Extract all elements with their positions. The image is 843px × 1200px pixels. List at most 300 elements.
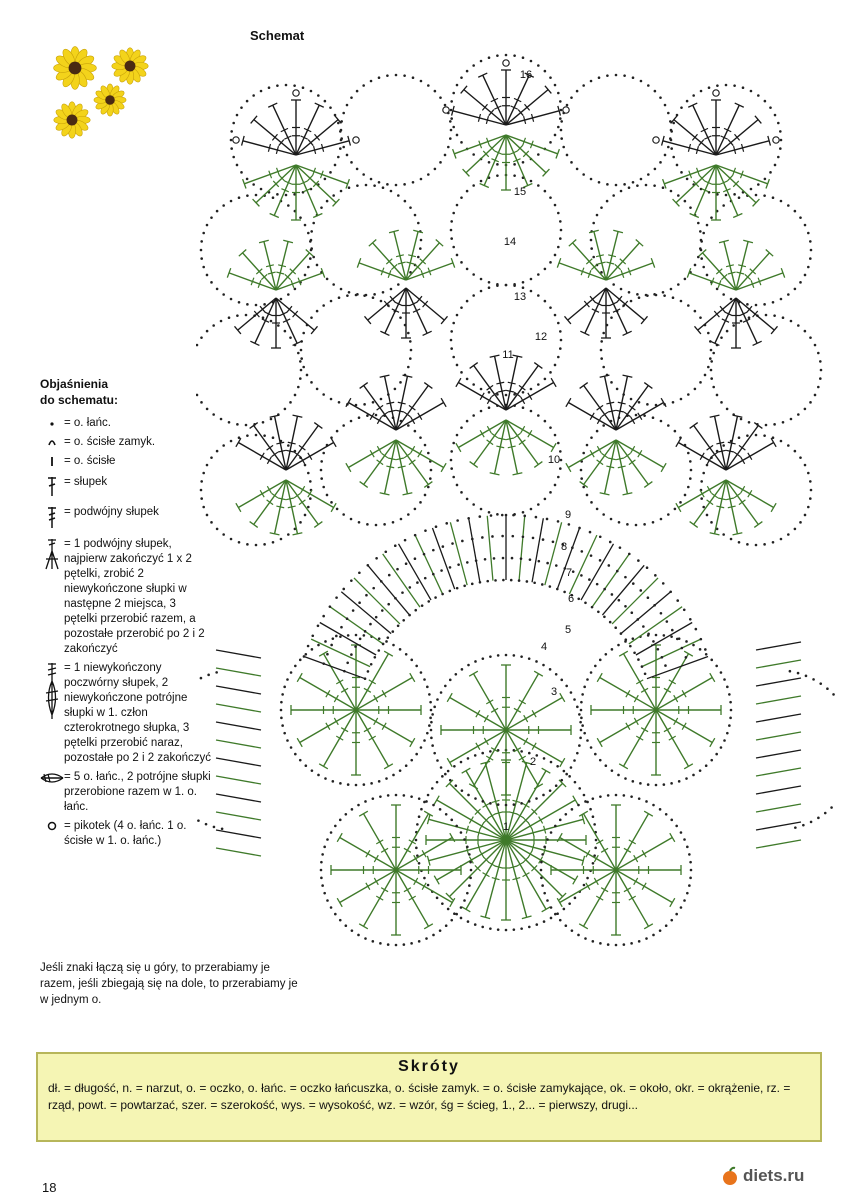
stitch-bar	[369, 680, 376, 684]
chain-dot	[755, 434, 758, 437]
chain-dot	[687, 304, 690, 307]
chain-dot	[479, 581, 482, 584]
stitch-top	[236, 503, 241, 512]
chain-dot	[210, 281, 213, 284]
chain-dot	[236, 114, 239, 117]
chain-dot	[395, 944, 398, 947]
chain-dot	[418, 797, 421, 800]
chain-dot	[560, 779, 563, 782]
chain-dot	[399, 316, 402, 319]
chain-dot	[474, 660, 477, 663]
chain-dot	[407, 513, 410, 516]
row-number-label: 2	[529, 756, 537, 768]
stitch-bar	[601, 848, 608, 852]
chain-dot	[612, 194, 615, 197]
chain-dot	[481, 926, 484, 929]
chain-dot	[388, 574, 391, 577]
stitch-top	[566, 463, 571, 472]
chain-dot	[755, 194, 758, 197]
chain-dot	[200, 249, 203, 252]
chain-dot	[620, 632, 623, 635]
chain-dot	[676, 599, 679, 602]
chain-dot	[819, 682, 822, 685]
chain-dot	[207, 674, 210, 677]
chain-dot	[414, 609, 417, 612]
chain-dot	[372, 587, 375, 590]
chain-dot	[324, 777, 327, 780]
chain-dot	[549, 426, 552, 429]
chain-dot	[615, 184, 618, 187]
chain-dot	[472, 503, 475, 506]
chain-dot	[700, 90, 703, 93]
chain-dot	[352, 609, 355, 612]
chain-dot	[624, 605, 627, 608]
chain-dot	[702, 472, 705, 475]
stitch-bar	[271, 452, 277, 457]
chain-dot	[424, 577, 427, 580]
flower-center	[105, 95, 115, 105]
chain-dot	[490, 514, 493, 517]
chain-dot	[804, 330, 807, 333]
chain-dot	[460, 371, 463, 374]
chain-dot	[570, 766, 573, 769]
chain-dot	[710, 377, 713, 380]
chain-dot	[399, 769, 402, 772]
chain-dot	[320, 477, 323, 480]
stitch-top	[346, 398, 351, 407]
chain-dot	[544, 190, 547, 193]
stitch-bar	[528, 851, 532, 858]
row-number-label: 11	[502, 349, 514, 361]
chain-dot	[332, 283, 335, 286]
chain-dot	[445, 522, 448, 525]
row-number-label: 14	[503, 236, 517, 248]
chain-dot	[496, 174, 499, 177]
chain-dot	[543, 892, 546, 895]
stitch-top	[434, 876, 439, 885]
chain-dot	[647, 84, 650, 87]
chain-dot	[316, 388, 319, 391]
chain-dot	[639, 589, 642, 592]
chain-dot	[819, 377, 822, 380]
chain-dot	[774, 164, 777, 167]
chain-dot	[429, 717, 432, 720]
row-number-label: 3	[550, 686, 558, 698]
chain-dot	[557, 126, 560, 129]
chain-dot	[799, 521, 802, 524]
chain-dot	[777, 122, 780, 125]
chain-dot	[434, 90, 437, 93]
chain-dot	[468, 853, 471, 856]
stitch-top	[566, 398, 571, 407]
chain-dot	[300, 357, 303, 360]
chain-dot	[746, 543, 749, 546]
chain-dot	[672, 122, 675, 125]
chain-dot	[230, 147, 233, 150]
chain-dot	[460, 917, 463, 920]
chain-dot	[471, 583, 474, 586]
chain-dot	[481, 536, 484, 539]
chain-dot	[252, 94, 255, 97]
chain-dot	[332, 194, 335, 197]
picot	[233, 137, 239, 143]
chain-dot	[238, 196, 241, 199]
chain-dot	[609, 541, 612, 544]
chain-dot	[380, 300, 383, 303]
chain-dot	[439, 808, 442, 811]
chain-dot	[632, 637, 635, 640]
chain-dot	[320, 869, 323, 872]
chain-dot	[299, 377, 302, 380]
stitch-top	[441, 398, 446, 407]
stitch-bar	[487, 440, 493, 445]
chain-dot	[807, 472, 810, 475]
wing-stitch	[756, 822, 801, 830]
chain-dot	[324, 640, 327, 643]
stitch-bar	[506, 390, 514, 392]
row-number-label: 9	[564, 509, 572, 521]
chain-dot	[260, 90, 263, 93]
chain-dot	[330, 300, 333, 303]
chain-dot	[594, 665, 597, 668]
band-stitch	[487, 516, 493, 581]
chain-dot	[623, 943, 626, 946]
chain-dot	[486, 580, 489, 583]
chain-dot	[395, 74, 398, 77]
chain-dot	[707, 366, 710, 369]
chain-dot	[630, 942, 633, 945]
chain-dot	[410, 659, 413, 662]
chain-dot	[557, 356, 560, 359]
chain-dot	[304, 514, 307, 517]
chain-dot	[294, 394, 297, 397]
round-motif	[441, 665, 571, 795]
chain-dot	[542, 538, 545, 541]
chain-dot	[615, 74, 618, 77]
chain-dot	[375, 524, 378, 527]
stitch-top	[314, 423, 322, 429]
chain-dot	[581, 724, 584, 727]
chain-dot	[420, 178, 423, 181]
chain-dot	[522, 391, 525, 394]
chain-dot	[559, 819, 562, 822]
stitch-bar	[641, 728, 648, 732]
stitch-bar	[414, 878, 418, 885]
chain-dot	[410, 349, 413, 352]
stitch-top	[434, 796, 439, 805]
chain-dot	[599, 942, 602, 945]
chain-dot	[755, 304, 758, 307]
chain-dot	[290, 746, 293, 749]
round-motif	[331, 805, 461, 935]
chain-dot	[321, 853, 324, 856]
chain-dot	[586, 877, 589, 880]
chain-dot	[342, 112, 345, 115]
chain-dot	[588, 578, 591, 581]
chain-dot	[456, 84, 459, 87]
wing-stitch	[216, 812, 261, 820]
chain-dot	[615, 794, 618, 797]
flower-motif-lower	[346, 375, 446, 430]
chain-dot	[423, 739, 426, 742]
chain-dot	[452, 356, 455, 359]
chain-dot	[667, 112, 670, 115]
stitch-bar	[299, 500, 305, 505]
chain-dot	[662, 186, 665, 189]
chain-dot	[573, 759, 576, 762]
stitch-top	[410, 673, 415, 682]
chain-dot	[414, 214, 417, 217]
chain-dot	[804, 464, 807, 467]
chain-dot	[755, 544, 758, 547]
stitch-bar	[634, 855, 638, 862]
chain-dot	[596, 430, 599, 433]
chain-dot	[623, 183, 626, 186]
chain-dot	[496, 284, 499, 287]
chain-arc	[320, 414, 433, 527]
chain-dot	[605, 764, 608, 767]
chain-dot	[663, 294, 666, 297]
chain-dot	[606, 74, 609, 77]
chain-dot	[380, 398, 383, 401]
stitch-bar	[508, 382, 516, 384]
chain-dot	[324, 100, 327, 103]
chain-arc	[710, 314, 823, 427]
chain-dot	[810, 489, 813, 492]
chain-dot	[460, 426, 463, 429]
chain-dot	[272, 196, 275, 199]
chain-dot	[220, 418, 223, 421]
chain-dot	[416, 581, 419, 584]
chain-dot	[294, 665, 297, 668]
chain-dot	[302, 332, 305, 335]
wing-stitch	[756, 642, 801, 650]
chain-dot	[423, 877, 426, 880]
chain-dot	[540, 877, 543, 880]
chain-dot	[488, 281, 491, 284]
chain-dot	[646, 403, 649, 406]
chain-dot	[330, 644, 333, 647]
chain-dot	[773, 423, 776, 426]
chain-dot	[311, 769, 314, 772]
chain-dot	[728, 693, 731, 696]
chain-dot	[578, 527, 581, 530]
chain-dot	[574, 897, 577, 900]
chain-dot	[397, 194, 400, 197]
chain-dot	[335, 635, 338, 638]
chain-dot	[652, 934, 655, 937]
stitch-bar	[288, 506, 296, 508]
chain-dot	[763, 194, 766, 197]
stitch-bar	[519, 700, 526, 704]
chain-dot	[364, 937, 367, 940]
legend-item-picot	[40, 819, 212, 849]
chain-dot	[663, 783, 666, 786]
chain-dot	[417, 256, 420, 259]
chain-dot	[455, 913, 458, 916]
chain-dot	[299, 360, 302, 363]
chain-dot	[403, 183, 406, 186]
chain-dot	[720, 746, 723, 749]
chain-dot	[429, 477, 432, 480]
chain-dot	[549, 76, 552, 79]
chain-dot	[460, 76, 463, 79]
stitch-top	[470, 363, 478, 369]
chain-dot	[592, 222, 595, 225]
chain-dot	[385, 777, 388, 780]
chain-dot	[726, 686, 729, 689]
chain-dot	[549, 261, 552, 264]
chain-dot	[544, 498, 547, 501]
stitch-bar	[271, 493, 277, 498]
chain-dot	[740, 418, 743, 421]
chain-dot	[467, 664, 470, 667]
chain-dot	[252, 183, 255, 186]
chain-dot	[200, 257, 203, 260]
chain-dot	[606, 183, 609, 186]
stitch-top	[319, 764, 328, 769]
chain-dot	[675, 825, 678, 828]
chain-dot	[560, 109, 563, 112]
chain-dot	[810, 821, 813, 824]
chain-dot	[660, 518, 663, 521]
chain-arc	[700, 434, 813, 547]
chain-dot	[554, 84, 557, 87]
stitch-bar	[276, 442, 284, 444]
stitch-bar	[278, 498, 286, 500]
chain-dot	[586, 678, 589, 681]
chain-dot	[644, 673, 647, 676]
chain-dot	[560, 679, 563, 682]
chain-dot	[680, 300, 683, 303]
chain-dot	[270, 418, 273, 421]
stitch-bar	[508, 446, 516, 448]
chain-dot	[692, 774, 695, 777]
chain-dot	[659, 96, 662, 99]
flower-motif-mid	[557, 230, 654, 280]
chain-dot	[444, 154, 447, 157]
chain-dot	[375, 557, 378, 560]
stitch-top	[534, 671, 543, 676]
legend-item-text: = o. ścisłe zamyk.	[64, 436, 156, 448]
stitch-bar	[409, 460, 415, 465]
chain-dot	[723, 678, 726, 681]
chain-dot	[364, 677, 367, 680]
chain-dot	[272, 436, 275, 439]
chain-dot	[255, 434, 258, 437]
chain-dot	[449, 137, 452, 140]
chain-dot	[334, 913, 337, 916]
chain-dot	[488, 56, 491, 59]
chain-dot	[680, 906, 683, 909]
chain-dot	[449, 679, 452, 682]
stitch-bar	[396, 458, 404, 460]
chain-dot	[676, 638, 679, 641]
stitch-top	[573, 796, 578, 805]
chain-dot	[708, 86, 711, 89]
chain-dot	[710, 349, 713, 352]
chain-dot	[570, 96, 573, 99]
chain-dot	[659, 808, 662, 811]
chain-dot	[590, 178, 593, 181]
chain-dot	[197, 819, 200, 822]
chain-dot	[427, 84, 430, 87]
chain-dot	[584, 800, 587, 803]
chain-dot	[546, 838, 549, 841]
chain-dot	[555, 673, 558, 676]
chain-dot	[667, 513, 670, 516]
chain-dot	[452, 92, 455, 95]
chain-dot	[772, 301, 775, 304]
chain-dot	[316, 264, 319, 267]
chain-dot	[255, 544, 258, 547]
stitch-bar	[718, 498, 726, 500]
stitch-bar	[716, 442, 724, 444]
chain-dot	[494, 579, 497, 582]
chain-dot	[450, 129, 453, 132]
chain-dot	[537, 64, 540, 67]
chain-dot	[780, 200, 783, 203]
chain-dot	[645, 800, 648, 803]
chain-dot	[281, 693, 284, 696]
chain-dot	[520, 927, 523, 930]
chain-dot	[632, 181, 635, 184]
chain-dot	[379, 942, 382, 945]
chain-dot	[583, 732, 586, 735]
stitch-top	[661, 463, 666, 472]
chain-dot	[543, 846, 546, 849]
chain-dot	[683, 899, 686, 902]
chain-dot	[474, 797, 477, 800]
chain-dot	[777, 156, 780, 159]
chain-dot	[392, 774, 395, 777]
chain-dot	[638, 797, 641, 800]
legend-item-treble-crochet	[40, 505, 212, 529]
chain-dot	[629, 645, 632, 648]
chain-dot	[460, 306, 463, 309]
stitch-top	[331, 438, 336, 447]
flower-center	[67, 115, 78, 126]
chain-dot	[280, 701, 283, 704]
legend-item-text: = pikotek (4 o. łańc. 1 o. ścisłe w 1. o. łańc.)	[64, 820, 187, 847]
sunflower	[112, 48, 148, 84]
chain-dot	[427, 173, 430, 176]
chain-dot	[463, 838, 466, 841]
chain-dot	[655, 634, 658, 637]
legend-item-text: = 1 niewykończony poczwórny słupek, 2 niewykończone potrójne słupki w 1. człon czterokrotnego słupka, 3 pętelki przerobić naraz, pozostałe po 2 i 2 zakończyć	[64, 662, 212, 764]
chain-dot	[544, 378, 547, 381]
chain-dot	[294, 288, 297, 291]
chain-dot	[391, 630, 394, 633]
chain-dot	[350, 96, 353, 99]
chain-dot	[550, 761, 553, 764]
stitch-top	[424, 383, 432, 389]
band-stitch	[330, 607, 383, 644]
chain-dot	[630, 300, 633, 303]
chain-dot	[680, 171, 683, 174]
chain-dot	[799, 216, 802, 219]
chain-dot	[580, 469, 583, 472]
stitch-top	[551, 443, 556, 452]
chain-dot	[320, 206, 323, 209]
chain-dot	[599, 659, 602, 662]
stitch-bar	[498, 390, 506, 392]
chain-dot	[589, 531, 592, 534]
chain-dot	[652, 521, 655, 524]
stitch-bar	[669, 736, 676, 740]
chain-dot	[272, 541, 275, 544]
chain-dot	[593, 823, 596, 826]
